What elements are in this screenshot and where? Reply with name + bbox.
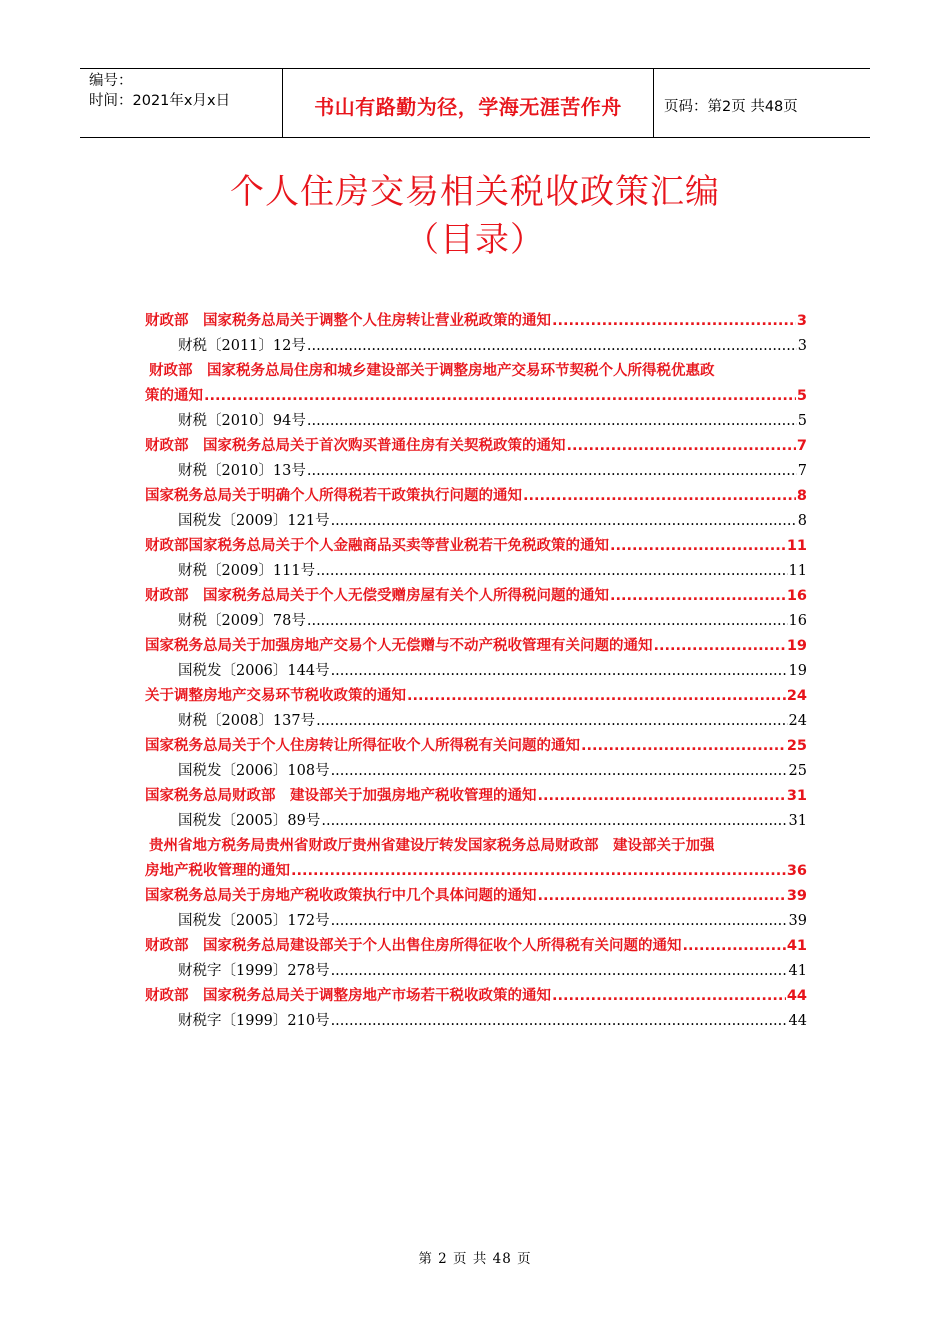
- dot-leader: [538, 884, 786, 909]
- toc-entry-text: 财税〔2010〕94号: [178, 413, 306, 429]
- toc-entry-text: 国家税务总局财政部 建设部关于加强房地产税收管理的通知: [145, 788, 537, 804]
- dot-leader: [331, 509, 797, 534]
- toc-entry-text: 财税〔2008〕137号: [178, 713, 316, 729]
- toc-entry-text: 国家税务总局关于明确个人所得税若干政策执行问题的通知: [145, 488, 522, 504]
- toc-page-number: 16: [786, 588, 807, 604]
- toc-entry-text: 财税〔2009〕78号: [178, 613, 306, 629]
- dot-leader: [316, 559, 787, 584]
- toc-page-number: 3: [796, 313, 807, 329]
- toc-page-number: 25: [786, 738, 807, 754]
- toc-page-number: 24: [788, 713, 807, 729]
- toc-subentry[interactable]: [145, 509, 807, 534]
- toc-entry[interactable]: [145, 934, 807, 959]
- toc-entry[interactable]: [145, 434, 807, 459]
- toc-page-number: 19: [786, 638, 807, 654]
- toc-page-number: 5: [796, 388, 807, 404]
- toc-entry-text: 财税〔2009〕111号: [178, 563, 316, 579]
- header-page-info: 页码：第2页 共48页: [664, 98, 798, 115]
- toc-entry-text: 国税发〔2005〕172号: [178, 913, 330, 929]
- toc-entry-text: 国家税务总局关于房地产税收政策执行中几个具体问题的通知: [145, 888, 537, 904]
- toc-page-number: 3: [797, 338, 807, 354]
- toc-entry-text: 财政部 国家税务总局关于个人无偿受赠房屋有关个人所得税问题的通知: [145, 588, 609, 604]
- toc-page-number: 44: [786, 988, 807, 1004]
- dot-leader: [291, 859, 786, 884]
- header-motto: 书山有路勤为径，学海无涯苦作舟: [282, 69, 654, 137]
- page-header: [80, 68, 870, 138]
- toc-subentry[interactable]: [145, 659, 807, 684]
- dot-leader: [407, 684, 786, 709]
- toc-page-number: 5: [797, 413, 807, 429]
- toc-page-number: 7: [797, 463, 807, 479]
- toc-entry-text: 关于调整房地产交易环节税收政策的通知: [145, 688, 406, 704]
- toc-page-number: 19: [788, 663, 807, 679]
- time-label: 时间：2021年x月x日: [89, 93, 231, 109]
- toc-entry[interactable]: [145, 684, 807, 709]
- dot-leader: [307, 459, 797, 484]
- toc-entry-text: 财政部 国家税务总局关于调整房地产市场若干税收政策的通知: [145, 988, 551, 1004]
- toc-subentry[interactable]: [145, 459, 807, 484]
- toc-subentry[interactable]: [145, 709, 807, 734]
- dot-leader: [610, 534, 786, 559]
- dot-leader: [316, 709, 787, 734]
- toc-entry-text: 国税发〔2009〕121号: [178, 513, 330, 529]
- toc-entry[interactable]: [145, 834, 807, 884]
- dot-leader: [331, 759, 788, 784]
- toc-page-number: 7: [796, 438, 807, 454]
- dot-leader: [654, 634, 786, 659]
- toc-entry[interactable]: [145, 984, 807, 1009]
- toc-page-number: 31: [786, 788, 807, 804]
- toc-entry-text: 国税发〔2006〕144号: [178, 663, 330, 679]
- toc-page-number: 11: [786, 538, 807, 554]
- table-of-contents: [145, 309, 807, 1034]
- document-title: 个人住房交易相关税收政策汇编: [230, 172, 720, 212]
- toc-subentry[interactable]: [145, 409, 807, 434]
- toc-entry-text-continued: 策的通知: [145, 388, 203, 404]
- toc-entry-text: 国税发〔2005〕89号: [178, 813, 321, 829]
- toc-page-number: 44: [788, 1013, 807, 1029]
- toc-entry-text: 国税发〔2006〕108号: [178, 763, 330, 779]
- toc-subentry[interactable]: [145, 1009, 807, 1034]
- toc-entry[interactable]: [145, 634, 807, 659]
- dot-leader: [552, 309, 796, 334]
- toc-subentry[interactable]: [145, 809, 807, 834]
- header-meta: [80, 69, 282, 137]
- toc-entry[interactable]: [145, 309, 807, 334]
- toc-entry[interactable]: [145, 359, 807, 409]
- toc-page-number: 16: [788, 613, 807, 629]
- toc-entry[interactable]: [145, 484, 807, 509]
- dot-leader: [331, 909, 788, 934]
- toc-page-number: 25: [788, 763, 807, 779]
- toc-subentry[interactable]: [145, 909, 807, 934]
- toc-subentry[interactable]: [145, 959, 807, 984]
- toc-entry-text: 国家税务总局关于加强房地产交易个人无偿赠与不动产税收管理有关问题的通知: [145, 638, 653, 654]
- toc-entry-text: 贵州省地方税务局贵州省财政厅贵州省建设厅转发国家税务总局财政部 建设部关于加强: [149, 838, 715, 854]
- document-subtitle: （目录）: [405, 220, 545, 260]
- toc-entry-text-continued: 房地产税收管理的通知: [145, 863, 290, 879]
- dot-leader: [331, 959, 788, 984]
- toc-page-number: 39: [786, 888, 807, 904]
- toc-entry-text: 财税〔2011〕12号: [178, 338, 306, 354]
- page-footer: 第 2 页 共 48 页: [418, 1251, 532, 1267]
- toc-page-number: 8: [797, 513, 807, 529]
- dot-leader: [204, 384, 796, 409]
- toc-entry-text: 财政部 国家税务总局关于调整个人住房转让营业税政策的通知: [145, 313, 551, 329]
- number-label: 编号：: [89, 73, 133, 89]
- toc-entry-text: 财政部国家税务总局关于个人金融商品买卖等营业税若干免税政策的通知: [145, 538, 609, 554]
- toc-page-number: 24: [786, 688, 807, 704]
- toc-page-number: 11: [788, 563, 807, 579]
- toc-entry-text: 国家税务总局关于个人住房转让所得征收个人所得税有关问题的通知: [145, 738, 580, 754]
- dot-leader: [567, 434, 796, 459]
- toc-entry-text: 财税字〔1999〕210号: [178, 1013, 330, 1029]
- toc-subentry[interactable]: [145, 759, 807, 784]
- dot-leader: [331, 659, 788, 684]
- toc-page-number: 41: [786, 938, 807, 954]
- toc-subentry[interactable]: [145, 609, 807, 634]
- toc-page-number: 31: [788, 813, 807, 829]
- toc-entry-text: 财政部 国家税务总局建设部关于个人出售住房所得征收个人所得税有关问题的通知: [145, 938, 682, 954]
- toc-entry-text: 财政部 国家税务总局关于首次购买普通住房有关契税政策的通知: [145, 438, 566, 454]
- dot-leader: [581, 734, 786, 759]
- toc-entry[interactable]: [145, 584, 807, 609]
- dot-leader: [307, 609, 788, 634]
- toc-entry-text: 财政部 国家税务总局住房和城乡建设部关于调整房地产交易环节契税个人所得税优惠政: [149, 363, 715, 379]
- toc-subentry[interactable]: [145, 334, 807, 359]
- dot-leader: [331, 1009, 788, 1034]
- toc-subentry[interactable]: [145, 559, 807, 584]
- dot-leader: [552, 984, 786, 1009]
- toc-entry-text: 财税〔2010〕13号: [178, 463, 306, 479]
- toc-entry[interactable]: [145, 534, 807, 559]
- dot-leader: [683, 934, 786, 959]
- dot-leader: [523, 484, 796, 509]
- dot-leader: [538, 784, 786, 809]
- toc-page-number: 8: [796, 488, 807, 504]
- toc-entry-text: 财税字〔1999〕278号: [178, 963, 330, 979]
- toc-page-number: 36: [786, 863, 807, 879]
- dot-leader: [610, 584, 786, 609]
- dot-leader: [307, 334, 797, 359]
- toc-entry[interactable]: [145, 784, 807, 809]
- toc-entry[interactable]: [145, 734, 807, 759]
- toc-entry[interactable]: [145, 884, 807, 909]
- toc-page-number: 39: [788, 913, 807, 929]
- toc-page-number: 41: [788, 963, 807, 979]
- dot-leader: [321, 809, 787, 834]
- dot-leader: [307, 409, 797, 434]
